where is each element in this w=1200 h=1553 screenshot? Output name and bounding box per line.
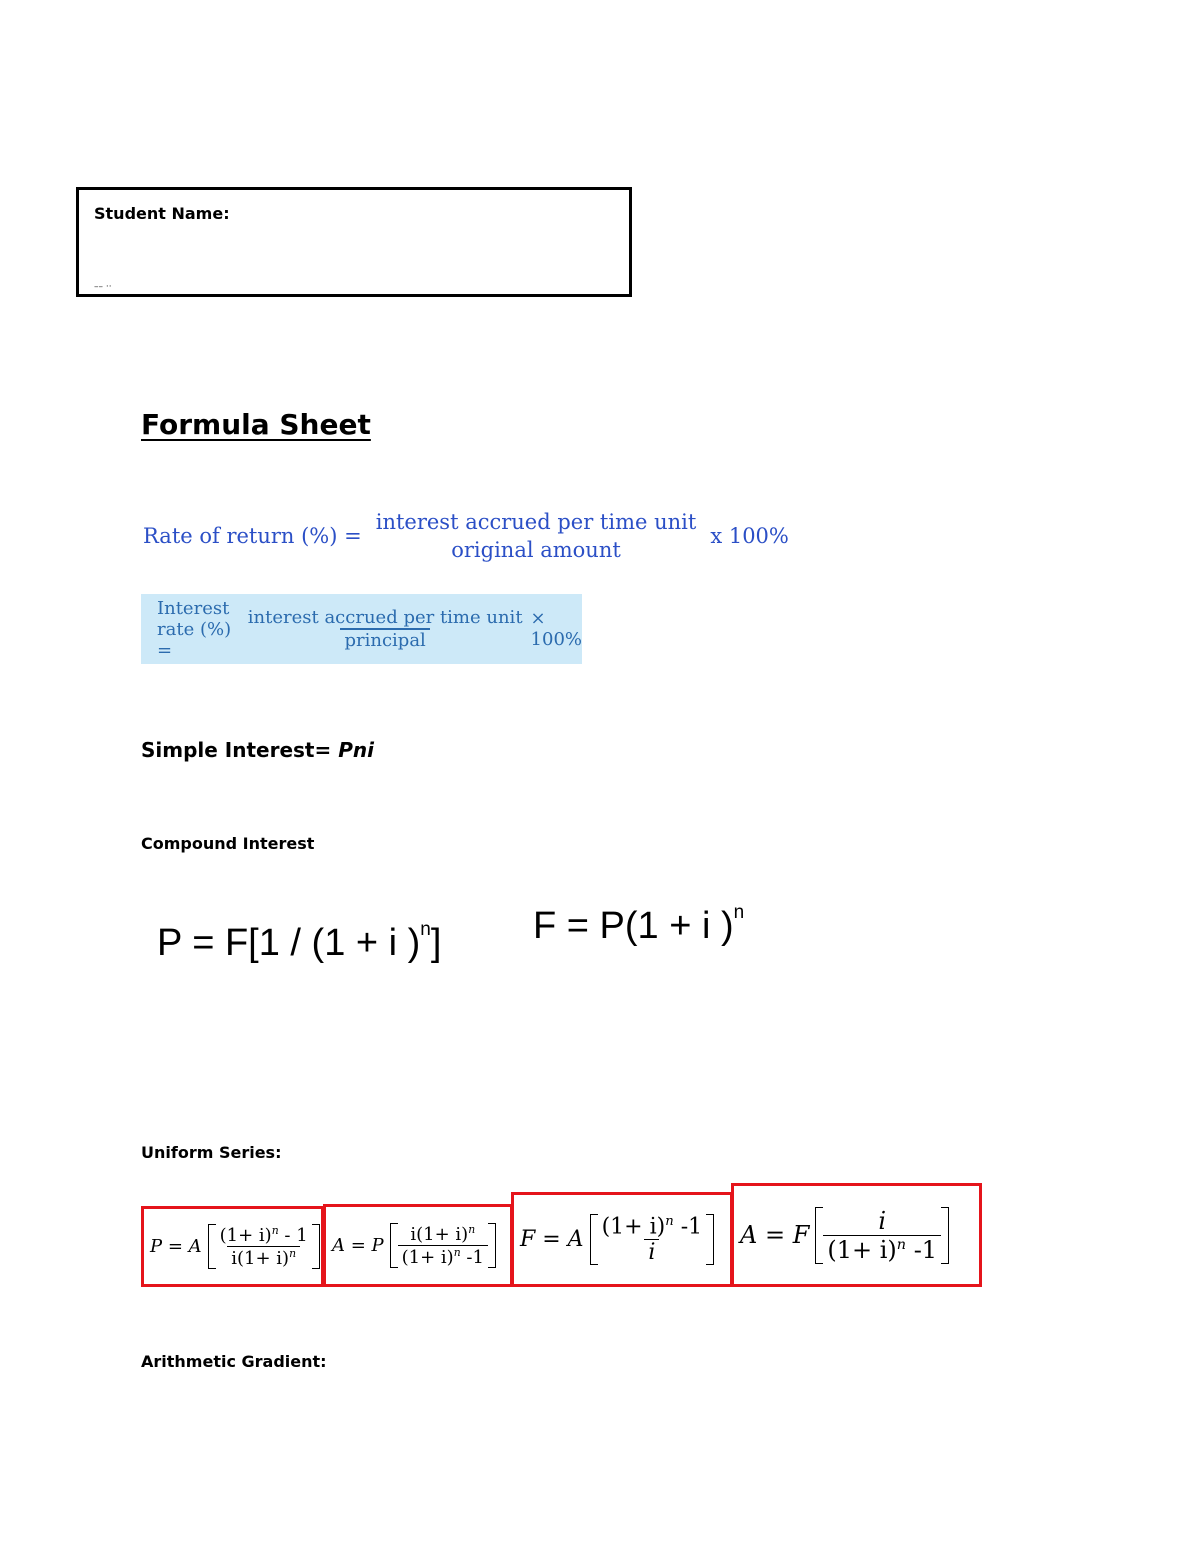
simple-interest <box>141 738 374 762</box>
denominator-exponent: n <box>453 1246 461 1259</box>
formula-denominator <box>398 1245 488 1268</box>
formula-denominator <box>227 1246 300 1269</box>
denominator-base: (1+ i) <box>401 1247 454 1268</box>
rate-of-return-fraction <box>372 510 701 562</box>
present-worth-close: ] <box>430 922 442 964</box>
denominator-base: i(1+ i) <box>231 1248 290 1269</box>
formula-fraction <box>823 1207 941 1264</box>
interest-rate-formula <box>141 594 582 664</box>
uniform-formula-a-given-f <box>731 1183 982 1287</box>
numerator-base: i <box>878 1206 887 1235</box>
formula-denominator <box>823 1235 941 1264</box>
page-title: Formula Sheet <box>141 408 371 441</box>
simple-interest-label: Simple Interest= <box>141 738 332 762</box>
denominator-base: (1+ i) <box>827 1235 897 1264</box>
denominator-tail: -1 <box>460 1247 484 1268</box>
numerator-base: i(1+ i) <box>410 1224 469 1245</box>
rate-of-return-denominator: original amount <box>451 538 621 562</box>
present-worth-formula <box>157 919 442 965</box>
rate-of-return-numerator: interest accrued per time unit <box>375 510 697 534</box>
denominator-exponent: n <box>896 1236 907 1253</box>
formula-numerator <box>874 1207 890 1235</box>
uniform-formula-a-given-p <box>323 1204 513 1287</box>
uniform-formula-f-given-a <box>511 1192 733 1287</box>
denominator-tail: -1 <box>906 1235 938 1264</box>
interest-rate-fraction <box>244 607 527 651</box>
numerator-tail: -1 <box>673 1214 703 1240</box>
formula-fraction <box>598 1214 707 1265</box>
uniform-formula-p-given-a <box>141 1206 324 1287</box>
interest-rate-numerator: interest accrued per time unit <box>247 607 523 628</box>
formula-numerator <box>598 1214 707 1239</box>
numerator-tail: - 1 <box>278 1225 308 1246</box>
student-name-box <box>76 187 632 297</box>
formula-denominator <box>644 1239 659 1265</box>
formula-lhs: F = A <box>520 1227 584 1252</box>
arithmetic-gradient-heading: Arithmetic Gradient: <box>141 1352 327 1371</box>
formula-lhs: A = F <box>740 1221 810 1249</box>
present-worth-base: P = F[1 / (1 + i ) <box>157 922 421 964</box>
cropped-text: –– ·· <box>94 282 112 292</box>
future-worth-exponent: n <box>733 902 745 924</box>
formula-bracket <box>390 1223 496 1268</box>
future-worth-base: F = P(1 + i ) <box>533 905 734 947</box>
formula-bracket <box>590 1214 715 1265</box>
rate-of-return-lhs: Rate of return (%) = <box>143 524 362 548</box>
student-name-label: Student Name: <box>94 204 230 223</box>
numerator-exponent: n <box>271 1224 279 1237</box>
simple-interest-formula: Pni <box>338 738 374 762</box>
interest-rate-multiplier: × 100% <box>530 608 583 650</box>
rate-of-return-formula <box>143 510 789 562</box>
numerator-base: (1+ i) <box>601 1214 666 1240</box>
numerator-exponent: n <box>468 1223 476 1236</box>
future-worth-formula <box>533 902 745 948</box>
uniform-series-heading: Uniform Series: <box>141 1143 282 1162</box>
formula-bracket <box>815 1207 949 1264</box>
formula-fraction <box>216 1224 312 1269</box>
denominator-base: i <box>648 1240 656 1266</box>
formula-lhs: A = P <box>332 1235 384 1256</box>
rate-of-return-multiplier: x 100% <box>710 524 789 548</box>
interest-rate-denominator: principal <box>340 628 429 651</box>
formula-bracket <box>208 1224 320 1269</box>
denominator-exponent: n <box>289 1247 297 1260</box>
numerator-base: (1+ i) <box>219 1225 272 1246</box>
formula-lhs: P = A <box>150 1236 202 1257</box>
numerator-exponent: n <box>665 1213 674 1229</box>
formula-numerator <box>216 1224 312 1246</box>
compound-interest-heading: Compound Interest <box>141 834 315 853</box>
formula-numerator <box>406 1223 479 1245</box>
present-worth-exponent: n <box>420 919 431 941</box>
formula-fraction <box>398 1223 488 1268</box>
interest-rate-lhs: Interest rate (%) = <box>157 597 232 661</box>
